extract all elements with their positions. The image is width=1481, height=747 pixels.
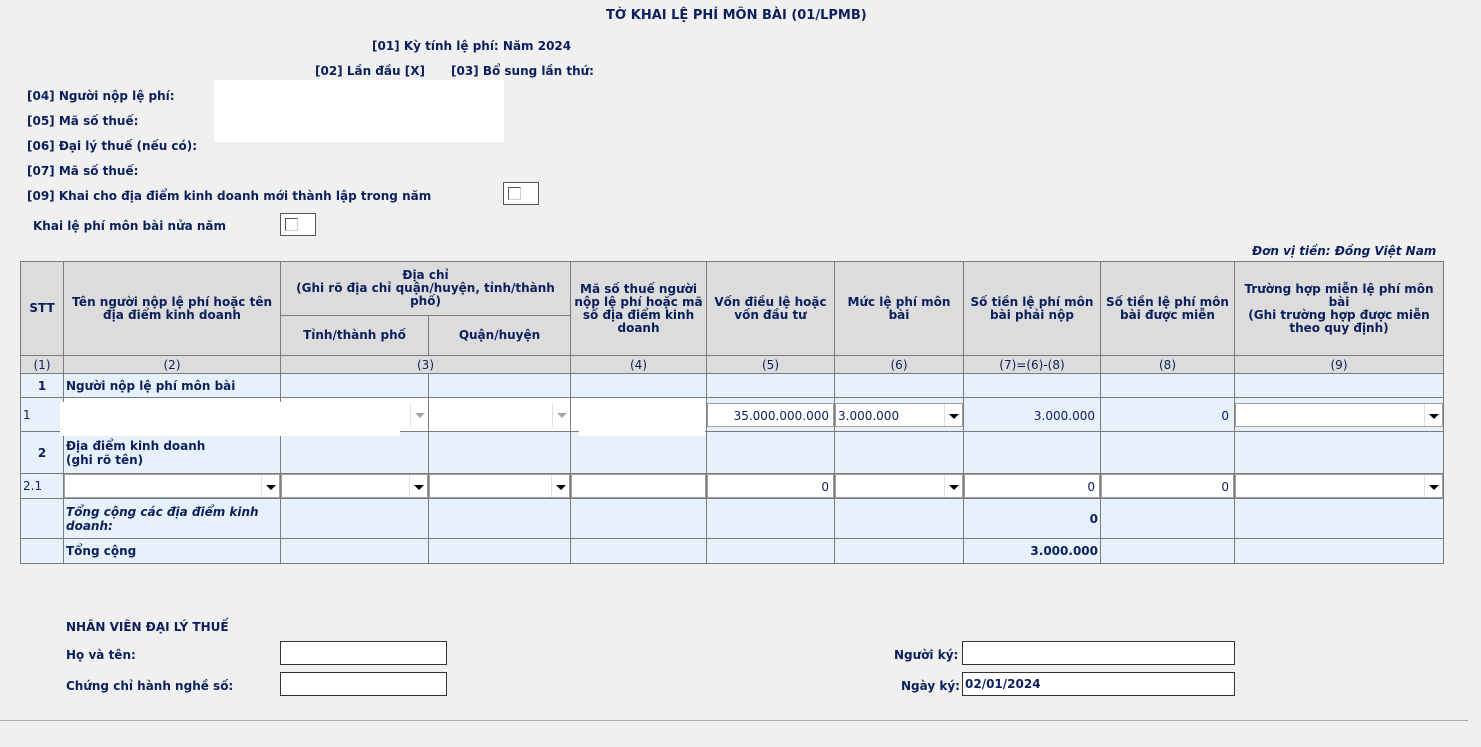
exempt-field: 0 — [1101, 403, 1234, 427]
col-number: (4) — [571, 356, 707, 374]
col-number: (3) — [281, 356, 571, 374]
signer-label: Người ký: — [894, 648, 959, 662]
signer-input[interactable] — [962, 641, 1235, 665]
window-bottom — [0, 721, 1481, 747]
section-payer-row — [21, 374, 1444, 398]
location-name-select[interactable] — [64, 474, 280, 498]
location-payable-field[interactable]: 0 — [964, 474, 1100, 498]
currency-unit: Đơn vị tiền: Đồng Việt Nam — [1252, 244, 1437, 258]
col-number: (6) — [835, 356, 964, 374]
half-year-checkbox[interactable] — [280, 213, 316, 236]
section-label: Địa điểm kinh doanh (ghi rõ tên) — [64, 432, 281, 474]
fee-level-select[interactable]: 3.000.000 — [835, 403, 963, 427]
table-row — [21, 474, 1444, 499]
supplement-label: [03] Bổ sung lần thứ: — [451, 64, 594, 78]
payer-label: [04] Người nộp lệ phí: — [27, 89, 175, 103]
header-name: Tên người nộp lệ phí hoặc tên địa điểm kinh doanh — [64, 262, 281, 356]
header-stt: STT — [21, 262, 64, 356]
location-exempt-field[interactable]: 0 — [1101, 474, 1234, 498]
form-title: TỜ KHAI LỆ PHÍ MÔN BÀI (01/LPMB) — [606, 8, 867, 23]
col-number: (7)=(6)-(8) — [964, 356, 1101, 374]
header-fee-level: Mức lệ phí môn bài — [835, 262, 964, 356]
redacted-payer-name — [60, 402, 400, 436]
subtotal-label: Tổng cộng các địa điểm kinh doanh: — [64, 499, 281, 539]
new-location-checkbox[interactable] — [503, 182, 539, 205]
sign-date-input[interactable]: 02/01/2024 — [962, 672, 1235, 696]
location-province-select[interactable] — [281, 474, 428, 498]
column-number-row — [21, 356, 1444, 374]
col-number: (5) — [707, 356, 835, 374]
district-select[interactable] — [429, 398, 571, 432]
section-label: Người nộp lệ phí môn bài — [64, 374, 281, 398]
capital-field[interactable]: 35.000.000.000 — [707, 403, 834, 427]
header-district: Quận/huyện — [429, 316, 571, 356]
location-tax-code-field[interactable] — [571, 474, 706, 498]
cert-label: Chứng chỉ hành nghề số: — [66, 679, 234, 693]
cert-input[interactable] — [280, 672, 447, 696]
half-year-label: Khai lệ phí môn bài nửa năm — [33, 219, 227, 233]
location-capital-field[interactable]: 0 — [707, 474, 834, 498]
header-exempt-case: Trường hợp miễn lệ phí môn bài (Ghi trường hợp được miễn theo quy định) — [1235, 262, 1444, 356]
header-capital: Vốn điều lệ hoặc vốn đầu tư — [707, 262, 835, 356]
total-label: Tổng cộng — [64, 539, 281, 564]
total-payable: 3.000.000 — [964, 539, 1101, 564]
total-row — [21, 539, 1444, 564]
new-location-label: [09] Khai cho địa điểm kinh doanh mới thành lập trong năm — [27, 189, 432, 203]
fullname-input[interactable] — [280, 641, 447, 665]
header-tax-code: Mã số thuế người nộp lệ phí hoặc mã số địa điểm kinh doanh — [571, 262, 707, 356]
location-fee-level-select[interactable] — [835, 474, 963, 498]
row-stt: 2.1 — [21, 474, 64, 499]
col-number: (1) — [21, 356, 64, 374]
agent-staff-heading: NHÂN VIÊN ĐẠI LÝ THUẾ — [66, 620, 229, 634]
first-time-label: [02] Lần đầu [X] — [315, 64, 425, 78]
section-stt: 2 — [21, 432, 64, 474]
col-number: (8) — [1101, 356, 1235, 374]
redacted-tax-code — [579, 402, 705, 436]
sign-date-label: Ngày ký: — [901, 679, 960, 693]
col-number: (9) — [1235, 356, 1444, 374]
header-exempt: Số tiền lệ phí môn bài được miễn — [1101, 262, 1235, 356]
fullname-label: Họ và tên: — [66, 648, 136, 662]
window-edge — [1468, 0, 1481, 747]
location-exempt-case-select[interactable] — [1235, 474, 1443, 498]
subtotal-row — [21, 499, 1444, 539]
header-province: Tỉnh/thành phố — [281, 316, 429, 356]
row-stt: 1 — [21, 398, 64, 432]
exempt-case-select[interactable] — [1235, 403, 1443, 427]
col-number: (2) — [64, 356, 281, 374]
section-stt: 1 — [21, 374, 64, 398]
header-payable: Số tiền lệ phí môn bài phải nộp — [964, 262, 1101, 356]
agent-tax-code-label: [07] Mã số thuế: — [27, 164, 139, 178]
location-district-select[interactable] — [429, 474, 570, 498]
agent-label: [06] Đại lý thuế (nếu có): — [27, 139, 198, 153]
payable-field: 3.000.000 — [964, 403, 1100, 427]
section-location-row — [21, 432, 1444, 474]
subtotal-payable: 0 — [964, 499, 1101, 539]
redacted-payer-info — [214, 80, 504, 142]
tax-code-label: [05] Mã số thuế: — [27, 114, 139, 128]
tax-period: [01] Kỳ tính lệ phí: Năm 2024 — [372, 39, 572, 53]
header-address: Địa chỉ (Ghi rõ địa chỉ quận/huyện, tỉnh/thành phố) — [281, 262, 571, 316]
